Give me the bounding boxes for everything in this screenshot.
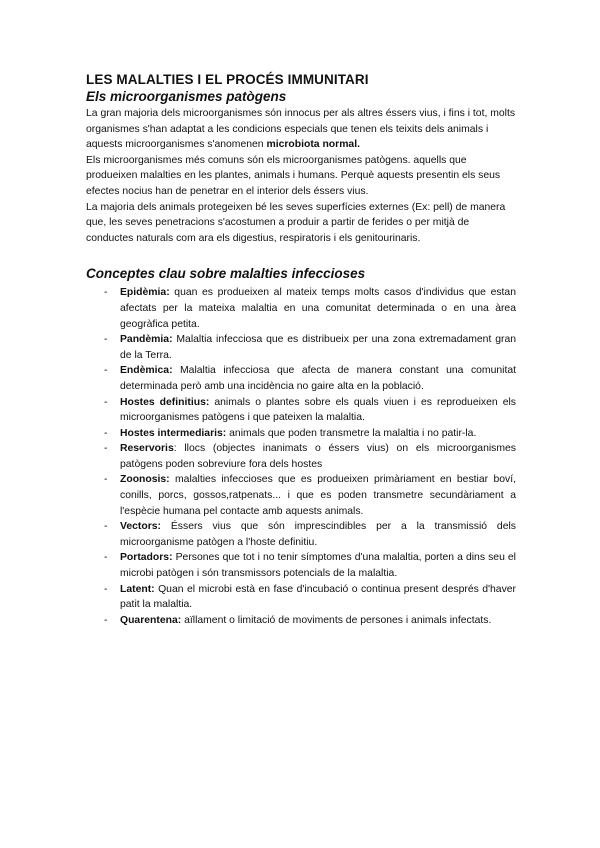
list-item — [86, 426, 516, 442]
list-dash: - — [104, 583, 108, 595]
term-label: Quarentena: — [120, 614, 182, 626]
term-definition: Éssers vius que són imprescindibles per a la transmissió dels microorganisme patògen a l'hoste definitiu. — [120, 521, 516, 548]
term-label: Hostes definitius: — [120, 396, 210, 408]
term-label: Epidèmia: — [120, 287, 170, 299]
term-definition: Persones que tot i no tenir símptomes d'una malaltia, porten a dins seu el microbi patògen i són transmissors potencials de la malaltia. — [120, 552, 516, 580]
term-label: Vectors: — [120, 521, 162, 533]
list-item — [86, 363, 516, 394]
term-definition: animals que poden transmetre la malaltia i no patir-la. — [226, 427, 477, 439]
list-item — [86, 472, 516, 519]
list-dash: - — [104, 365, 108, 377]
term-label: Endèmica: — [120, 365, 173, 377]
term-definition: quan es produeixen al mateix temps molts casos d'individus que estan afectats per la mateixa malaltia en una comunitat determinada o en una àrea geogràfica petita. — [120, 287, 516, 330]
list-dash: - — [104, 614, 108, 626]
term-definition: : llocs (objectes inanimats o éssers vius) on els microorganismes patògens poden sobreviure fora dels hostes — [120, 443, 516, 470]
paragraph-intro-bold: microbiota normal. — [266, 139, 360, 151]
list-dash: - — [104, 334, 108, 346]
list-dash: - — [104, 552, 108, 564]
list-item — [86, 582, 516, 613]
paragraph-intro-text: La gran majoria dels microorganismes són innocus per als altres éssers vius, i fins i tot, molts organismes s'han adaptat a les condicions especials que tenen els teixits dels animals i aquests microorganismes s'anomenen — [86, 108, 516, 151]
paragraph-pathogens: Els microorganismes més comuns són els microorganismes patògens. aquells que produeixen malalties en les plantes, animals i humans. Perquè aquests presentin els seus efectes nocius han de penetrar en el interior dels éssers vius. — [86, 154, 501, 197]
paragraph-protection: La majoria dels animals protegeixen bé les seves superfícies externes (Ex: pell) de manera que, les seves penetracions s'acostumen a produir a partir de ferides o per mitjà de conductes naturals com ara els digestius, respiratoris i els genitourinaris. — [86, 201, 506, 244]
term-definition: malalties infeccioses que es produeixen primàriament en bestiar boví, conills, porcs, gossos,ratpenats... i que es poden transmetre secundàriament a l'espècie humana pel contacte amb aquests animals. — [120, 474, 516, 517]
term-definition: Malaltia infecciosa que es distribueix per una zona extremadament gran de la Terra. — [120, 334, 516, 361]
list-item — [86, 519, 516, 550]
section-heading-key-concepts: Conceptes clau sobre malalties infeccioses — [86, 266, 366, 282]
list-item — [86, 395, 516, 426]
paragraph-intro — [86, 106, 516, 153]
term-label: Zoonosis: — [120, 474, 170, 486]
document-title: LES MALALTIES I EL PROCÉS IMMUNITARI — [86, 72, 369, 87]
term-label: Portadors: — [120, 552, 173, 564]
list-item — [86, 285, 516, 332]
term-label: Pandèmia: — [120, 334, 173, 346]
term-label: Reservoris — [120, 443, 174, 455]
term-definition: Quan el microbi està en fase d'incubació o continua present després d'haver patit la malaltia. — [120, 583, 516, 611]
list-item — [86, 613, 516, 629]
list-item — [86, 332, 516, 363]
list-dash: - — [104, 521, 108, 533]
list-dash: - — [104, 427, 108, 439]
list-dash: - — [104, 443, 108, 455]
term-definition: aïllament o limitació de moviments de persones i animals infectats. — [181, 614, 492, 626]
term-definition: Malaltia infecciosa que afecta de manera constant una comunitat determinada però amb una incidència no gaire alta en la població. — [120, 365, 516, 392]
list-dash: - — [104, 396, 108, 408]
key-concepts-list — [86, 285, 516, 628]
list-item — [86, 550, 516, 581]
term-label: Latent: — [120, 583, 155, 595]
list-item — [86, 441, 516, 472]
term-definition: animals o plantes sobre els quals viuen i es reprodueixen els microorganismes patògens i que pateixen la malaltia. — [120, 396, 516, 424]
list-dash: - — [104, 287, 108, 299]
term-label: Hostes intermediaris: — [120, 427, 227, 439]
section-heading-pathogens: Els microorganismes patògens — [86, 89, 287, 104]
list-dash: - — [104, 474, 108, 486]
